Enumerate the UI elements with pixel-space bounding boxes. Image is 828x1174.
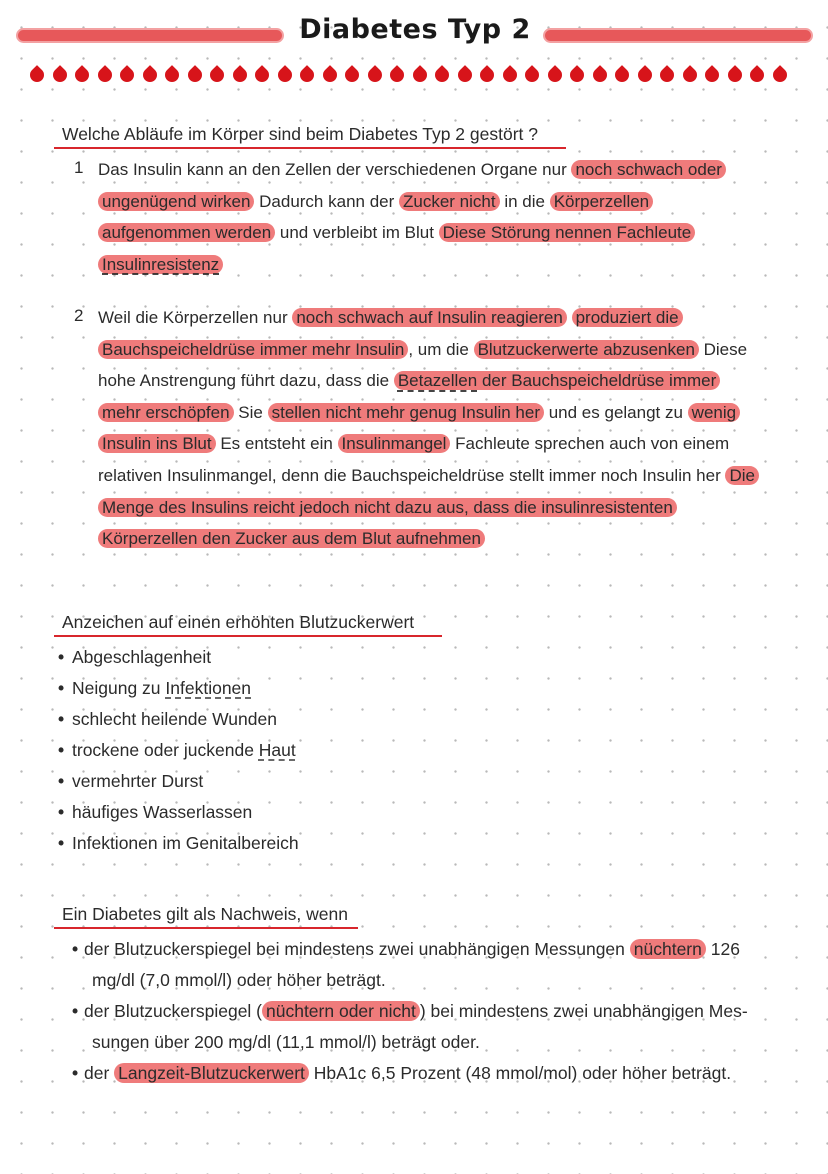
page-title: Diabetes Typ 2 <box>299 14 531 45</box>
list-item <box>58 704 299 735</box>
blood-drop-icon <box>230 65 250 85</box>
term: Infektionen <box>165 678 252 698</box>
text: trockene oder juckende <box>72 740 259 760</box>
blood-drop-icon <box>477 65 497 85</box>
text: Infektionen im Genitalbereich <box>72 833 299 853</box>
symptom-list <box>58 642 299 859</box>
highlight: noch schwach oder ungenügend wirken <box>98 160 726 211</box>
blood-drop-icon <box>432 65 452 85</box>
highlight: Diese Störung nennen Fachleute <box>439 223 696 242</box>
bullet: • <box>72 1063 79 1083</box>
blood-drop-icon <box>567 65 587 85</box>
blood-drop-icon <box>50 65 70 85</box>
text: der <box>84 1063 115 1083</box>
text: häufiges Wasserlassen <box>72 802 253 822</box>
text: ) bei mindestens zwei unabhängigen Mes-sungen über 200 mg/dl (11,1 mmol/l) beträgt oder. <box>92 1001 748 1052</box>
title-bar-left <box>16 28 284 43</box>
blood-drop-icon <box>252 65 272 85</box>
heading-underline <box>54 927 358 929</box>
text: vermehrter Durst <box>72 771 204 791</box>
bullet: • <box>58 740 65 760</box>
highlight: Langzeit-Blutzuckerwert <box>114 1063 309 1083</box>
text: HbA1c 6,5 Prozent (48 mmol/mol) oder höher beträgt. <box>308 1063 732 1083</box>
text: schlecht heilende Wunden <box>72 709 277 729</box>
blood-drop-icon <box>72 65 92 85</box>
text: Neigung zu <box>72 678 166 698</box>
blood-drop-icon <box>500 65 520 85</box>
blood-drop-icon <box>770 65 790 85</box>
term: Haut <box>258 740 296 760</box>
list-item <box>58 1058 778 1089</box>
highlight: noch schwach auf Insulin reagieren <box>292 308 567 327</box>
criteria-list <box>58 934 778 1089</box>
text: Fachleute sprechen auch von einem relativen Insulinmangel, denn die Bauchspeicheldrüse stellt immer noch Insulin her <box>98 434 730 485</box>
blood-drop-icon <box>635 65 655 85</box>
blood-drop-icon <box>117 65 137 85</box>
heading-text: Anzeichen auf einen erhöhten Blutzuckerwert <box>62 612 415 632</box>
list-item <box>58 934 778 996</box>
paragraph-2 <box>98 302 758 555</box>
list-item <box>58 673 299 704</box>
blood-drop-icon <box>747 65 767 85</box>
blood-drop-icon <box>680 65 700 85</box>
text: und es gelangt zu <box>544 402 688 422</box>
highlight: Körperzellen aufgenommen werden <box>98 192 653 243</box>
blood-drop-row <box>30 58 810 86</box>
section-heading-diagnosis <box>62 904 348 925</box>
blood-drop-icon <box>387 65 407 85</box>
bullet: • <box>58 833 65 853</box>
heading-text: Ein Diabetes gilt als Nachweis, wenn <box>62 904 348 924</box>
text <box>567 308 572 327</box>
highlight-term: Betazellen <box>397 371 478 391</box>
list-item <box>58 766 299 797</box>
blood-drop-icon <box>702 65 722 85</box>
text: und verbleibt im Blut <box>275 223 439 243</box>
blood-drop-icon <box>275 65 295 85</box>
blood-drop-icon <box>455 65 475 85</box>
item-number: 2 <box>74 306 84 325</box>
bullet: • <box>58 647 65 667</box>
bullet: • <box>58 771 65 791</box>
title-banner <box>0 14 828 54</box>
title-bar-right <box>543 28 813 43</box>
blood-drop-icon <box>297 65 317 85</box>
blood-drop-icon <box>590 65 610 85</box>
blood-drop-icon <box>410 65 430 85</box>
highlight: nüchtern <box>630 939 706 959</box>
highlight: Die Menge des Insulins reicht jedoch nicht dazu aus, dass die insulinresistenten Körperzellen den Zucker aus dem Blut aufnehmen <box>98 466 759 548</box>
list-item <box>58 735 299 766</box>
heading-underline <box>54 147 566 149</box>
highlight: Zucker nicht <box>399 192 500 211</box>
highlight: produziert die Bauchspeicheldrüse immer mehr Insulin <box>98 308 683 359</box>
text: der Blutzuckerspiegel bei mindestens zwei unabhängigen Messungen <box>84 939 630 959</box>
text: Das Insulin kann an den Zellen der verschiedenen Organe nur <box>98 160 572 179</box>
blood-drop-icon <box>365 65 385 85</box>
blood-drop-icon <box>207 65 227 85</box>
highlight: Blutzuckerwerte abzusenken <box>474 340 699 359</box>
text: der Blutzuckerspiegel ( <box>84 1001 262 1021</box>
list-item <box>58 642 299 673</box>
text: Weil die Körperzellen nur <box>98 308 293 327</box>
text: , um die <box>408 339 474 359</box>
blood-drop-icon <box>725 65 745 85</box>
item-number: 1 <box>74 158 84 177</box>
bullet: • <box>58 802 65 822</box>
section-heading-symptoms <box>62 612 414 633</box>
heading-underline <box>54 635 442 637</box>
blood-drop-icon <box>342 65 362 85</box>
text: Dadurch kann der <box>254 191 399 211</box>
blood-drop-icon <box>185 65 205 85</box>
highlight: nüchtern oder nicht <box>262 1001 420 1021</box>
blood-drop-icon <box>545 65 565 85</box>
bullet: • <box>72 939 79 959</box>
text: Diese hohe Anstrengung führt dazu, dass die <box>98 339 748 391</box>
highlight: stellen nicht mehr genug Insulin her <box>268 403 544 422</box>
heading-text: Welche Abläufe im Körper sind beim Diabetes Typ 2 gestört ? <box>62 124 538 144</box>
blood-drop-icon <box>95 65 115 85</box>
bullet: • <box>58 709 65 729</box>
list-item <box>58 996 778 1058</box>
blood-drop-icon <box>612 65 632 85</box>
paragraph-1 <box>98 154 758 280</box>
text: Abgeschlagenheit <box>72 647 212 667</box>
bullet: • <box>58 678 65 698</box>
highlight: wenig Insulin ins Blut <box>98 403 740 454</box>
bullet: • <box>72 1001 79 1021</box>
blood-drop-icon <box>27 65 47 85</box>
highlight: der Bauchspeicheldrüse immer mehr erschöpfen <box>102 371 717 422</box>
blood-drop-icon <box>657 65 677 85</box>
list-item <box>58 828 299 859</box>
list-item <box>58 797 299 828</box>
text: Sie <box>233 402 268 422</box>
blood-drop-icon <box>140 65 160 85</box>
text: Es entsteht ein <box>215 434 338 454</box>
highlight: Insulinmangel <box>338 434 451 453</box>
text: in die <box>499 191 550 211</box>
blood-drop-icon <box>162 65 182 85</box>
blood-drop-icon <box>320 65 340 85</box>
text: 126 mg/dl (7,0 mmol/l) oder höher beträgt. <box>92 939 740 990</box>
blood-drop-icon <box>522 65 542 85</box>
section-heading-disorders <box>62 124 538 145</box>
highlight-term: Insulinresistenz <box>98 255 223 274</box>
